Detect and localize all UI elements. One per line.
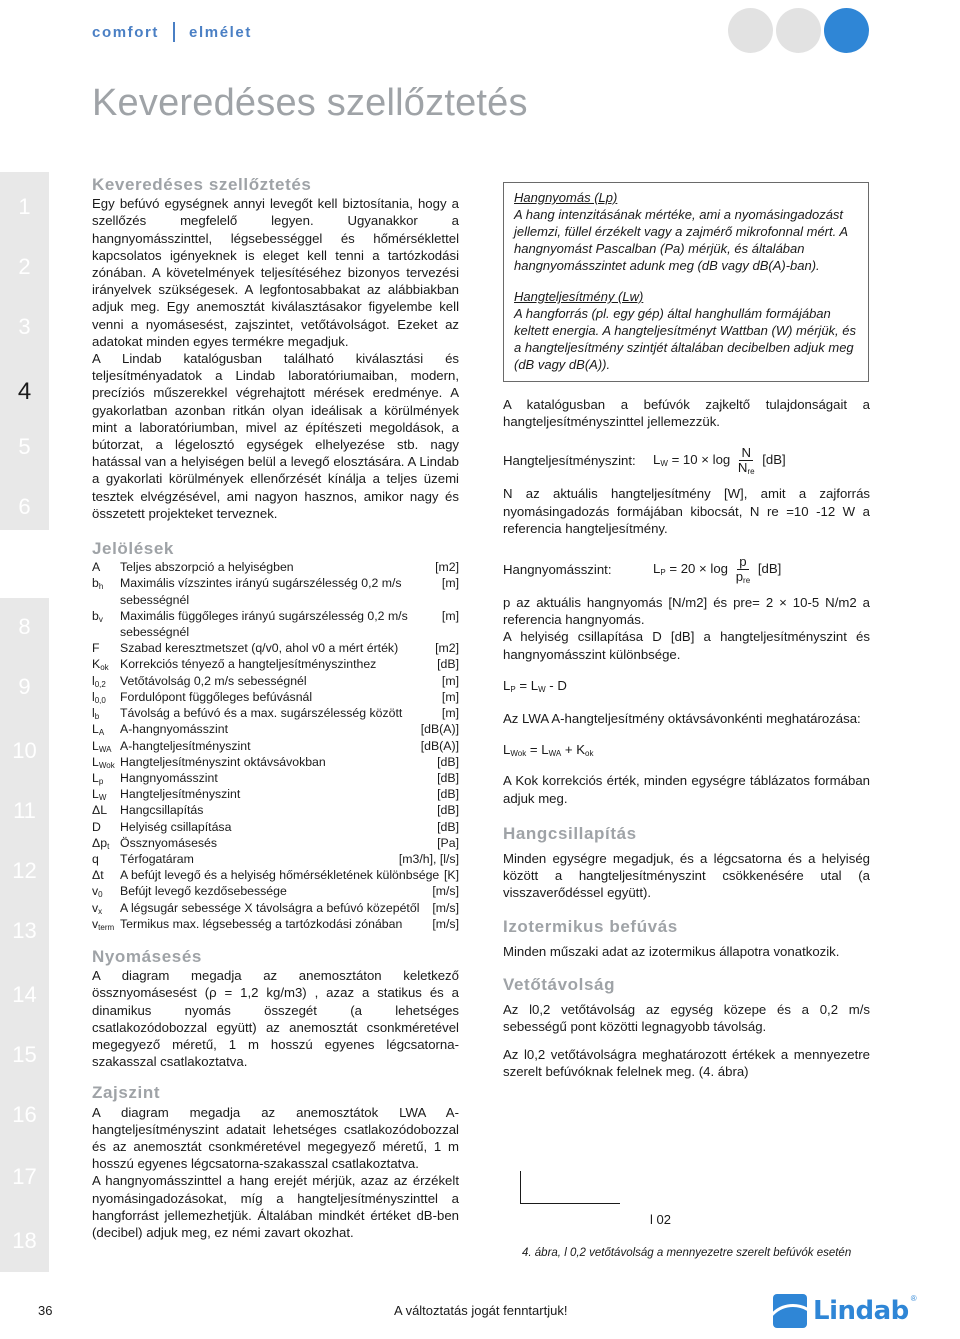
symbol-unit: [dB(A)]	[420, 738, 459, 753]
paragraph: Az l0,2 vetőtávolság az egység közepe és a 0,2 m/s sebességű pont közötti legnagyobb távolság.	[503, 1002, 870, 1035]
symbol: A	[92, 560, 101, 575]
symbol-description: Térfogatáram	[120, 851, 194, 866]
symbol-row	[92, 575, 459, 607]
figure-label: l 02	[650, 1212, 671, 1227]
symbol-row	[92, 738, 459, 754]
symbol-description: Korrekciós tényező a hangteljesítményszinthez	[120, 657, 377, 672]
symbol-row	[92, 900, 459, 916]
symbol-row	[92, 819, 459, 835]
breadcrumb-separator	[173, 22, 175, 42]
symbol-unit: [m2]	[435, 560, 459, 575]
section-heading-noise: Zajszint	[92, 1083, 161, 1103]
definition-text: A hang intenzitásának mértéke, ami a nyomásingadozást jellemzi, füllel érzékelt vagy a zajmérő mikrofonnal mért. A hangnyomást Pascalban (Pa) mérjük, és általában hangnyomásszintet adunk meg (dB vagy dB(A)-ban).	[514, 207, 848, 273]
figure-throw-line	[520, 1203, 620, 1204]
symbol-description: Össznyomásesés	[120, 835, 218, 850]
section-circle	[776, 8, 821, 53]
symbol-description: Termikus max. légsebesség a tartózkodási zónában	[120, 916, 403, 931]
lindab-logo-text: Lindab	[813, 1296, 909, 1326]
symbol-unit: [dB]	[437, 657, 459, 672]
section-circle	[728, 8, 773, 53]
symbol-unit: [m/s]	[432, 900, 459, 915]
chapter-4[interactable]: 4	[17, 378, 32, 405]
chapter-8[interactable]: 8	[18, 614, 31, 639]
symbol-row	[92, 656, 459, 672]
symbol-description: Távolság a befúvó és a max. sugárszélesség között	[120, 706, 403, 721]
lindab-logo-icon	[773, 1294, 807, 1328]
definition-title: Hangteljesítmény (Lw)	[514, 289, 644, 304]
symbol-description: Hangteljesítményszint	[120, 787, 241, 802]
paragraph: Egy befúvó egységnek annyi levegőt kell biztosítania, hogy a szellőzés megfelelő legyen. Ugyanakkor a hangnyomásszinttel, légsebességgel és hőmérséklettel kapcsolatos igényeknek is eleget kell tenni a tartózkodási zónában. A követelmények teljesítéséhez bizonyos tervezési irányelvek szükségesek. A legfontosabbakat az alábbiakban adjuk meg. Egy anemosztát kiválasztásakor figyelembe kell venni a nyomásesést, zajszintet, vetőtávolságot. Ezeket az adatokat minden egyes termékre megadjuk.	[92, 196, 459, 349]
symbol-unit: [m/s]	[432, 916, 459, 931]
symbol-unit: [m]	[441, 673, 459, 688]
left-column	[92, 176, 459, 1241]
symbol-row	[92, 835, 459, 851]
footer-rights: A változtatás jogát fenntartjuk!	[394, 1303, 568, 1318]
symbol-row	[92, 786, 459, 802]
symbol: q	[92, 851, 99, 866]
symbol-unit: [m/s]	[432, 884, 459, 899]
chapter-12[interactable]: 12	[12, 858, 37, 883]
registered-mark: ®	[910, 1294, 917, 1303]
symbol-row	[92, 705, 459, 721]
symbol: $v_0$	[92, 884, 103, 900]
symbol: $l_{0,2}$	[92, 673, 106, 689]
symbol: $L_{Wok}$	[92, 754, 115, 770]
symbol-unit: [dB]	[437, 754, 459, 769]
symbol-description: A-hangnyomásszint	[120, 722, 228, 737]
symbol-unit: [m]	[441, 608, 459, 623]
symbol: $K_{ok}$	[92, 657, 109, 673]
symbol: $l_b$	[92, 706, 100, 722]
symbol-row	[92, 673, 459, 689]
chapter-10[interactable]: 10	[12, 738, 37, 763]
paragraph: p az aktuális hangnyomás [N/m2] és pre= 2 × 10-5 N/m2 a referencia hangnyomás.	[503, 595, 870, 628]
chapter-index	[0, 172, 49, 1272]
symbol-row	[92, 883, 459, 899]
symbol: $L_{WA}$	[92, 738, 112, 754]
symbol-description: A befújt levegő és a helyiség hőmérsékletének különbsége	[120, 868, 440, 883]
paragraph: A Lindab katalógusban található kiválasztási és teljesítményadatok a Lindab laboratóriumaiban, modern, precíziós műszerekkel végrehajtott mérések eredménye. A gyakorlatban azonban ritkán olyan ideálisak a körülmények mint a laboratóriumban, mivel az építészeti megoldások, a bútorzat, a légelosztó egységek elhelyezése stb. nagy hatással van a helyiségen belül a levegő elosztására. A Lindab a gyakorlati körülmények ellenőrzését kínálja a teljes üzemi tesztek elvégzésével, ami nagyon hasznos, amikor nagy és összetett projekteket terveznek.	[92, 351, 459, 521]
formula-sound-power	[503, 446, 870, 475]
symbol: $v_{term}$	[92, 916, 115, 932]
page-number: 36	[38, 1303, 53, 1318]
symbol-description: Helyiség csillapítása	[120, 819, 232, 834]
breadcrumb-theory[interactable]: elmélet	[189, 23, 252, 41]
formula-label: Hangteljesítményszint:	[503, 453, 636, 469]
symbol: F	[92, 641, 100, 656]
symbol-unit: [Pa]	[437, 835, 459, 850]
symbol-row	[92, 802, 459, 818]
section-circle-active	[824, 8, 869, 53]
paragraph: A diagram megadja az anemosztáton keletkező össznyomásesést (ρ = 1,2 kg/m3) , azaz a statikus és a dinamikus nyomás összegét (a lehetséges csatlakozódobozzal együtt) az anemosztát csonkméretével megegyező méretű, 1 m hosszú egyenes légcsatorna-szakasszal csatlakoztatva.	[92, 968, 459, 1070]
figure-caption: 4. ábra, l 0,2 vetőtávolság a mennyezetre szerelt befúvók esetén	[522, 1247, 852, 1259]
section-heading-isothermal: Izotermikus befúvás	[503, 916, 678, 936]
chapter-16[interactable]: 16	[12, 1102, 37, 1127]
symbol-row	[92, 640, 459, 656]
paragraph: Minden egységre megadjuk, és a légcsatorna és a helyiség között a hangteljesítményszint csökkenésére utal (a visszaverődéssel együtt).	[503, 851, 870, 901]
symbol-row	[92, 608, 459, 640]
symbol-unit: [dB]	[437, 770, 459, 785]
symbol-description: Teljes abszorpció a helyiségben	[120, 560, 294, 575]
symbol-description: A légsugár sebessége X távolságra a befúvó közepétől	[120, 900, 420, 915]
symbol-description: Fordulópont függőleges befúvásnál	[120, 689, 313, 704]
figure-ceiling-line	[520, 1171, 521, 1204]
section-indicator	[728, 8, 869, 53]
paragraph: A katalógusban a befúvók zajkeltő tulajdonságait a hangteljesítményszinttel jellemezzük.	[503, 397, 870, 430]
definition-box	[503, 182, 869, 382]
symbol-row	[92, 916, 459, 932]
symbol-unit: [m3/h], [l/s]	[398, 851, 459, 866]
symbol: ΔL	[92, 803, 108, 818]
symbol: $b_h$	[92, 576, 104, 592]
symbol-row	[92, 770, 459, 786]
symbol-description: Vetőtávolság 0,2 m/s sebességnél	[120, 673, 307, 688]
symbol: $l_{0,0}$	[92, 689, 106, 705]
formula-wok: $L_{Wok} = L_{WA} + K_{ok}$	[503, 742, 594, 759]
symbol-unit: [m]	[441, 706, 459, 721]
chapter-14[interactable]: 14	[12, 982, 37, 1007]
chapter-13[interactable]: 13	[12, 918, 37, 943]
symbol: D	[92, 819, 101, 834]
symbol-description: Maximális függőleges irányú sugárszélesség 0,2 m/s sebességnél	[120, 608, 408, 640]
chapter-18[interactable]: 18	[12, 1228, 37, 1253]
symbol: $b_v$	[92, 608, 103, 624]
chapter-1[interactable]: 1	[18, 194, 31, 219]
section-heading-attenuation: Hangcsillapítás	[503, 823, 637, 843]
symbol: $\Delta p_t$	[92, 835, 110, 851]
symbol-row	[92, 721, 459, 737]
symbol-unit: [dB(A)]	[420, 722, 459, 737]
formula-expression: $L_W = 10 \times \log$ $\frac{N}{N_{re}}$ [dB]	[653, 445, 786, 477]
chapter-7[interactable]: 7	[18, 554, 31, 579]
figure-throw	[518, 1167, 868, 1257]
symbol-unit: [m]	[441, 576, 459, 591]
paragraph: A helyiség csillapítása D [dB] a hangteljesítményszint és hangnyomásszint különbsége.	[503, 629, 870, 662]
paragraph: A Kok korrekciós érték, minden egységre táblázatos formában adjuk meg.	[503, 773, 870, 806]
definition-title: Hangnyomás (Lp)	[514, 190, 618, 205]
formula-d: $L_P = L_W - D$	[503, 677, 567, 694]
symbol-description: Hangcsillapítás	[120, 803, 204, 818]
chapter-2[interactable]: 2	[18, 254, 31, 279]
symbol-unit: [dB]	[437, 803, 459, 818]
symbol-unit: [m]	[441, 689, 459, 704]
formula-sound-pressure	[503, 555, 870, 584]
page-title: Keveredéses szellőztetés	[92, 82, 528, 124]
chapter-15[interactable]: 15	[12, 1042, 37, 1067]
definition-text: A hangforrás (pl. egy gép) által hanghullám formájában keltett energia. A hangteljesítményt Wattban (W) mérjük, és a hangteljesítmény szintjét általában decibelben adjuk meg (dB vagy dB(A)).	[514, 306, 856, 372]
symbol-description: Befújt levegő kezdősebessége	[120, 884, 287, 899]
symbol-description: Maximális vízszintes irányú sugárszélesség 0,2 m/s sebességnél	[120, 576, 402, 607]
symbol-row	[92, 559, 459, 575]
chapter-9[interactable]: 9	[18, 674, 31, 699]
right-column	[503, 182, 870, 1080]
symbol: $L_A$	[92, 722, 105, 738]
symbol-description: Szabad keresztmetszet (q/v0, ahol v0 a mért érték)	[120, 641, 399, 656]
section-heading-pressure: Nyomásesés	[92, 946, 202, 966]
symbol-unit: [dB]	[437, 819, 459, 834]
symbol-row	[92, 867, 459, 883]
symbol-unit: [m2]	[435, 641, 459, 656]
symbol-description: Hangteljesítményszint oktávsávokban	[120, 754, 326, 769]
section-heading-symbols: Jelölések	[92, 539, 174, 559]
section-heading-throw: Vetőtávolság	[503, 975, 616, 995]
lindab-logo	[773, 1294, 917, 1328]
chapter-5[interactable]: 5	[18, 434, 31, 459]
chapter-6[interactable]: 6	[18, 494, 31, 519]
symbol: $L_W$	[92, 787, 107, 803]
breadcrumb-comfort[interactable]: comfort	[92, 23, 160, 41]
chapter-3[interactable]: 3	[18, 314, 31, 339]
symbol-description: Hangnyomásszint	[120, 770, 218, 785]
symbol-row	[92, 689, 459, 705]
symbol: Δt	[92, 868, 104, 883]
symbol: $v_x$	[92, 900, 103, 916]
symbol-row	[92, 851, 459, 867]
symbol-unit: [dB]	[437, 787, 459, 802]
paragraph: A diagram megadja az anemosztátok LWA A-hangteljesítményszint adatait lehetséges csatlakozódobozzal és az anemosztát csonkméretével megegyező méretű, 1 m hosszú egyenes légcsatorna-szakasszal csatlakoztatva.	[92, 1104, 459, 1172]
symbol-table	[92, 559, 459, 932]
symbol-description: A-hangteljesítményszint	[120, 738, 251, 753]
chapter-11[interactable]: 11	[13, 798, 36, 823]
paragraph: N az aktuális hangteljesítmény [W], amit a zajforrás nyomásingadozás formájában kibocsát, N re =10 -12 W a referencia hangteljesítmény.	[503, 486, 870, 536]
paragraph: Az LWA A-hangteljesítmény oktávsávonkénti meghatározása:	[503, 711, 861, 727]
symbol-unit: [K]	[443, 868, 459, 883]
chapter-17[interactable]: 17	[12, 1164, 37, 1189]
symbol: $L_p$	[92, 770, 104, 786]
paragraph: Minden műszaki adat az izotermikus állapotra vonatkozik.	[503, 943, 840, 959]
formula-label: Hangnyomásszint:	[503, 561, 612, 577]
symbol-row	[92, 754, 459, 770]
formula-expression: $L_P = 20 \times \log$ $\frac{p}{p_{re}}$ [dB]	[653, 554, 782, 586]
breadcrumb	[92, 22, 252, 42]
paragraph: Az l0,2 vetőtávolságra meghatározott értékek a mennyezetre szerelt befúvóknak felelnek meg. (4. ábra)	[503, 1046, 870, 1079]
section-heading: Keveredéses szellőztetés	[92, 175, 312, 194]
paragraph: A hangnyomásszinttel a hang erejét mérjük, azaz az érzékelt nyomásingadozásokat, míg a hangteljesítményszinttel a hangforrást jellemezhetjük. Általában mindkét értéket dB-ben (decibel) adjuk meg, ez némi zavart okozhat.	[92, 1173, 459, 1240]
